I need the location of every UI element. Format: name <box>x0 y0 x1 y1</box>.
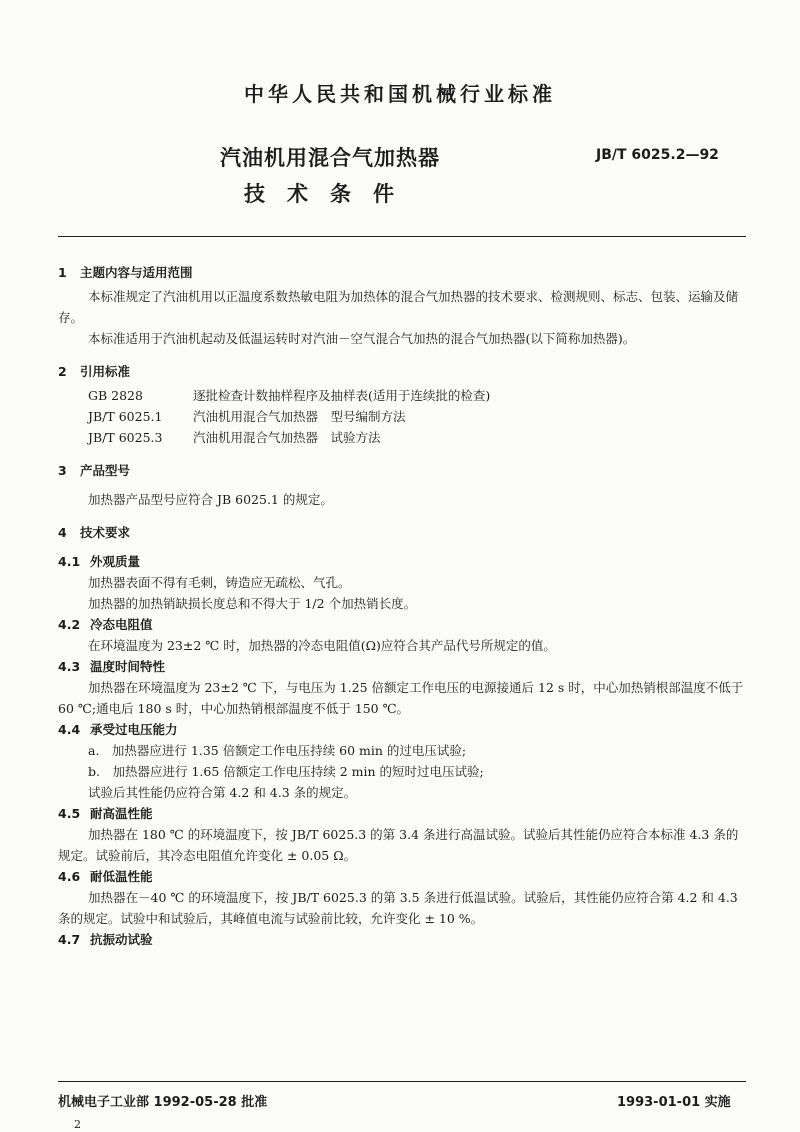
subsection-title: 耐低温性能 <box>90 869 153 884</box>
paragraph: 加热器产品型号应符合 JB 6025.1 的规定。 <box>88 492 333 507</box>
subsection-4-3-heading <box>58 656 748 677</box>
section-1-heading <box>58 262 748 283</box>
paragraph: 本标准适用于汽油机起动及低温运转时对汽油－空气混合气加热的混合气加热器(以下简称加热器)。 <box>88 331 636 346</box>
subsection-4-4-heading <box>58 719 748 740</box>
section-3-heading <box>58 460 748 481</box>
reference-item <box>58 406 748 427</box>
paragraph: 试验后其性能仍应符合第 4.2 和 4.3 条的规定。 <box>88 785 357 800</box>
section-number: 2 <box>58 364 67 379</box>
section-title: 主题内容与适用范围 <box>80 265 193 280</box>
reference-title: 汽油机用混合气加热器 试验方法 <box>193 430 381 445</box>
subsection-title: 承受过电压能力 <box>90 722 178 737</box>
subsection-number: 4.6 <box>58 869 81 884</box>
subsection-number: 4.7 <box>58 932 81 947</box>
paragraph: 加热器的加热销缺损长度总和不得大于 1/2 个加热销长度。 <box>88 596 417 611</box>
subsection-number: 4.3 <box>58 659 81 674</box>
subsection-title: 抗振动试验 <box>90 932 153 947</box>
section-number: 3 <box>58 463 67 478</box>
effective-date: 1993-01-01 实施 <box>617 1095 731 1110</box>
document-body <box>58 262 748 950</box>
subsection-4-2-heading <box>58 614 748 635</box>
section-title: 产品型号 <box>80 463 131 478</box>
paragraph: 加热器在 180 ℃ 的环境温度下，按 JB/T 6025.3 的第 3.4 条进行高温试验。试验后其性能仍应符合本标准 4.3 条的规定。试验前后，其冷态电阻值允许变化 ± 0.05 Ω。 <box>58 827 739 863</box>
approval-note: 机械电子工业部 1992-05-28 批准 <box>58 1095 268 1110</box>
list-item-a: a. 加热器应进行 1.35 倍额定工作电压持续 60 min 的过电压试验; <box>88 743 467 758</box>
document-title: 汽油机用混合气加热器 <box>220 146 440 170</box>
paragraph: 本标准规定了汽油机用以正温度系数热敏电阻为加热体的混合气加热器的技术要求、检测规则、标志、包装、运输及储存。 <box>58 289 739 325</box>
subsection-number: 4.2 <box>58 617 81 632</box>
subsection-title: 耐高温性能 <box>90 806 153 821</box>
reference-code: GB 2828 <box>88 388 143 403</box>
section-number: 1 <box>58 265 67 280</box>
paragraph: 在环境温度为 23±2 ℃ 时，加热器的冷态电阻值(Ω)应符合其产品代号所规定的值。 <box>88 638 556 653</box>
reference-item <box>58 427 748 448</box>
reference-code: JB/T 6025.1 <box>88 409 163 424</box>
reference-item <box>58 385 748 406</box>
section-title: 引用标准 <box>80 364 131 379</box>
page-number: 2 <box>74 1118 81 1131</box>
paragraph: 加热器表面不得有毛刺，铸造应无疏松、气孔。 <box>88 575 351 590</box>
subsection-title: 温度时间特性 <box>90 659 166 674</box>
subsection-4-7-heading <box>58 929 748 950</box>
reference-title: 汽油机用混合气加热器 型号编制方法 <box>193 409 406 424</box>
section-4-heading <box>58 522 748 543</box>
subsection-number: 4.1 <box>58 554 81 569</box>
subsection-title: 外观质量 <box>90 554 141 569</box>
reference-code: JB/T 6025.3 <box>88 430 163 445</box>
section-number: 4 <box>58 525 67 540</box>
paragraph: 加热器在－40 ℃ 的环境温度下，按 JB/T 6025.3 的第 3.5 条进行低温试验。试验后，其性能仍应符合第 4.2 和 4.3 条的规定。试验中和试验后，其峰值电流与试验前比较，允许变化 ± 10 %。 <box>58 890 738 926</box>
header-divider <box>58 236 746 237</box>
subsection-4-6-heading <box>58 866 748 887</box>
subsection-4-1-heading <box>58 551 748 572</box>
footer-divider <box>58 1081 746 1082</box>
subsection-title: 冷态电阻值 <box>90 617 153 632</box>
section-title: 技术要求 <box>80 525 131 540</box>
list-item-b: b. 加热器应进行 1.65 倍额定工作电压持续 2 min 的短时过电压试验; <box>88 764 484 779</box>
issuing-organization: 中华人民共和国机械行业标准 <box>244 82 556 106</box>
subsection-4-5-heading <box>58 803 748 824</box>
subsection-number: 4.4 <box>58 722 81 737</box>
reference-title: 逐批检查计数抽样程序及抽样表(适用于连续批的检查) <box>193 388 491 403</box>
section-2-heading <box>58 361 748 382</box>
document-subtitle: 技术条件 <box>244 182 416 206</box>
paragraph: 加热器在环境温度为 23±2 ℃ 下，与电压为 1.25 倍额定工作电压的电源接通后 12 s 时，中心加热销根部温度不低于 60 ℃;通电后 180 s 时，中心加热销根部温度不低于 150 ℃。 <box>58 680 744 716</box>
standard-code: JB/T 6025.2—92 <box>596 147 719 163</box>
subsection-number: 4.5 <box>58 806 81 821</box>
